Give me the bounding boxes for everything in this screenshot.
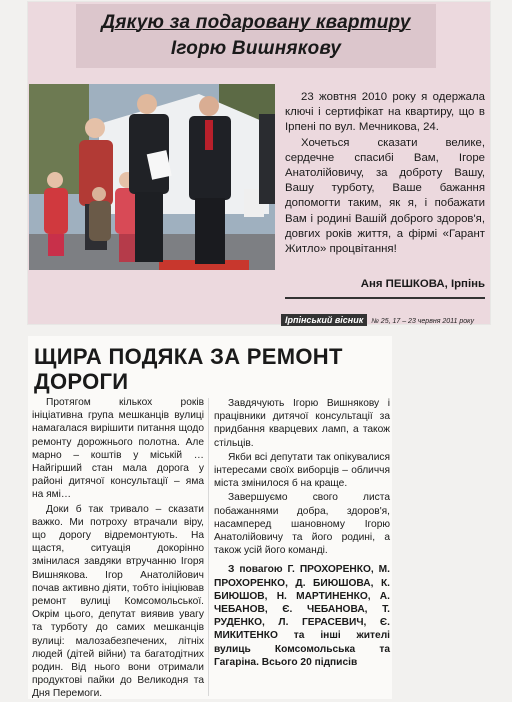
article1-photo bbox=[29, 84, 275, 270]
article1-headline-line2: Ігорю Вишнякову bbox=[170, 38, 342, 59]
newspaper-masthead bbox=[281, 314, 487, 326]
article1-signature: Аня ПЕШКОВА, Ірпінь bbox=[360, 278, 485, 290]
article2-paragraph: Завдячують Ігорю Вишнякову і працівники дитячої консультації за придбання кварцевих ламп, а також стільців. bbox=[214, 398, 390, 449]
masthead-issue: № 25, 17 – 23 червня 2011 року bbox=[371, 318, 474, 325]
article1-body bbox=[285, 90, 485, 257]
article2-right-column bbox=[214, 397, 390, 670]
article2-signatures: З повагою Г. ПРОХОРЕНКО, М. ПРОХОРЕНКО, Д. БИЮШОВА, К. БИЮШОВ, Н. МАРТИНЕНКО, А. ЧЕБАНОВ, Є. ЧЕБАНОВА, Т. РУДЕНКО, Л. ГЕРАСЕВИЧ, Є. МИКИТЕНКО та інші жителі вулиць Комсомольська та Гагаріна. Всього 20 підписів bbox=[214, 564, 390, 668]
photo-illustration bbox=[29, 84, 275, 270]
article2-paragraph: Якби всі депутати так опікувалися інтересами своїх виборців – обличчя міста змінилося б на краще. bbox=[214, 451, 390, 490]
article2-paragraph: Доки б так тривало – сказати важко. Ми потроху втрачали віру, що дорогу відремонтують. На щастя, ситуація докорінно змінилася завдяки втручанню Ігоря Вишнякова. Ігор Анатолійович почав активно діяти, тобто ініціював ремонт вулиці Комсомольської. Окрім цього, депутат виявив увагу та турботу до самих мешканців вулиці: малозабезпечених, літніх людей (дітей війни) та багатодітних родин. Від нього вони отримали продуктові пайки до Великодня та Дня Перемоги. bbox=[32, 503, 204, 700]
article1-headline bbox=[76, 4, 436, 68]
article2-paragraph: Завершуємо свого листа побажаннями добра, здоров'я, насамперед шановному Ігорю Анатолійовичу та його родині, а також усій його команді. bbox=[214, 492, 390, 557]
column-divider bbox=[208, 398, 209, 696]
article1-paragraph: Хочеться сказати велике, сердечне спасибі Вам, Ігоре Анатолійовичу, за доброту Вашу, Вашу турботу, Ваше бажання допомогти таким, як я, і побажати Вам і родині Вашій доброго здоров'я, довгих років життя, а фірмі «Гарант Житло» процвітання! bbox=[285, 136, 485, 256]
masthead-brand: Ірпінський вісник bbox=[281, 314, 367, 326]
article1-headline-line1: Дякую за подаровану квартиру bbox=[101, 12, 411, 33]
article2-paragraph: Протягом кількох років ініціативна група мешканців вулиці намагалася вирішити питання щодо ремонту дорожнього полотна. Але марно – коштів у міській … Найгірший стан мала дорога у районі дитячої консультації – яма на ямі… bbox=[32, 397, 204, 501]
article1-paragraph: 23 жовтня 2010 року я одержала ключі і сертифікат на квартиру, що в Ірпені по вул. Мечникова, 24. bbox=[285, 91, 485, 134]
article2-left-column bbox=[32, 396, 204, 702]
article1-divider bbox=[285, 297, 485, 299]
article2-headline: ЩИРА ПОДЯКА ЗА РЕМОНТ ДОРОГИ bbox=[34, 344, 343, 394]
